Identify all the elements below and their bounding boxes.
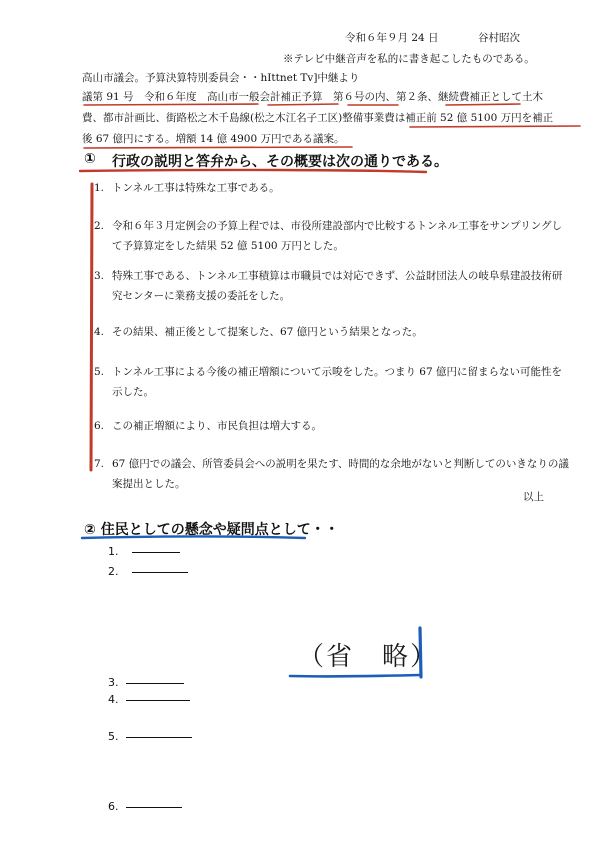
list-item-number: 6. — [93, 420, 104, 432]
list-item-text: 67 億円での議会、所管委員会への説明を果たす、時間的な余地がないと判断してのいきなりの議案提出とした。 — [112, 458, 569, 490]
list-item-number: 3. — [93, 270, 104, 282]
response-number: 1. — [108, 545, 119, 558]
summary-line-2: 費、都市計画比、街路松之木千島線(松之木江名子工区)整備事業費は補正前 52 億 5100 万円を補正 — [82, 112, 554, 124]
author-name: 谷村昭次 — [478, 32, 520, 44]
red-underline-summary-1 — [84, 104, 258, 105]
response-number: 3. — [108, 676, 119, 689]
response-number: 6. — [108, 800, 119, 813]
response-number: 2. — [108, 565, 119, 578]
list-item-number: 4. — [93, 326, 104, 338]
red-underline-summary-5 — [410, 126, 580, 127]
list-item-text: 特殊工事である、トンネル工事積算は市職員では対応できず、公益財団法人の岐阜県建設技術研究センターに業務支援の委託をした。 — [112, 270, 563, 302]
blue-underline-section2 — [82, 537, 305, 539]
closing-mark: 以上 — [523, 491, 544, 503]
blue-stroke-omitted — [420, 628, 421, 677]
summary-line-3: 後 67 億円にする。増額 14 億 4900 万円である議案。 — [82, 133, 345, 145]
section1-number: ① — [84, 151, 96, 167]
list-item-number: 1. — [93, 182, 104, 194]
list-item-number: 7. — [93, 458, 104, 470]
list-item-text: 令和６年３月定例会の予算上程では、市役所建設部内で比較するトンネル工事をサンプリングして予算算定をした結果 52 億 5100 万円とした。 — [112, 220, 563, 252]
list-item-text: この補正増額により、市民負担は増大する。 — [112, 420, 322, 432]
document-date: 令和６年９月 24 日 — [345, 32, 439, 44]
section1-title: 行政の説明と答弁から、その概要は次の通りである。 — [112, 154, 448, 170]
list-item-text: トンネル工事は特殊な工事である。 — [112, 182, 280, 194]
list-item-number: 5. — [93, 366, 104, 378]
red-underline-section1 — [80, 170, 426, 172]
list-item-text: その結果、補正後として提案した、67 億円という結果となった。 — [112, 326, 423, 338]
red-underline-summary-2 — [268, 104, 338, 105]
list-item-text: トンネル工事による今後の補正増額について示唆をした。つまり 67 億円に留まらない可能性を示した。 — [112, 366, 563, 398]
summary-line-1: 議第 91 号 令和６年度 高山市一般会計補正予算 第６号の内、第２条、継続費補正として土木 — [82, 91, 544, 103]
red-underline-summary-6 — [84, 147, 352, 148]
blue-underline-omitted — [290, 675, 420, 676]
list-item-number: 2. — [93, 220, 104, 232]
source-line: 高山市議会。予算決算特別委員会・・hIttnet Tv]中継より — [82, 72, 360, 84]
red-bracket-section1 — [91, 184, 92, 470]
section2-title: ② 住民としての懸念や疑問点として・・ — [84, 522, 339, 538]
response-number: 5. — [108, 730, 119, 743]
transcription-note: ※テレビ中継音声を私的に書き起こしたものである。 — [283, 53, 535, 65]
red-underline-summary-4 — [446, 104, 520, 105]
response-number: 4. — [108, 693, 119, 706]
omitted-handwritten-note: （省 略） — [298, 642, 439, 672]
